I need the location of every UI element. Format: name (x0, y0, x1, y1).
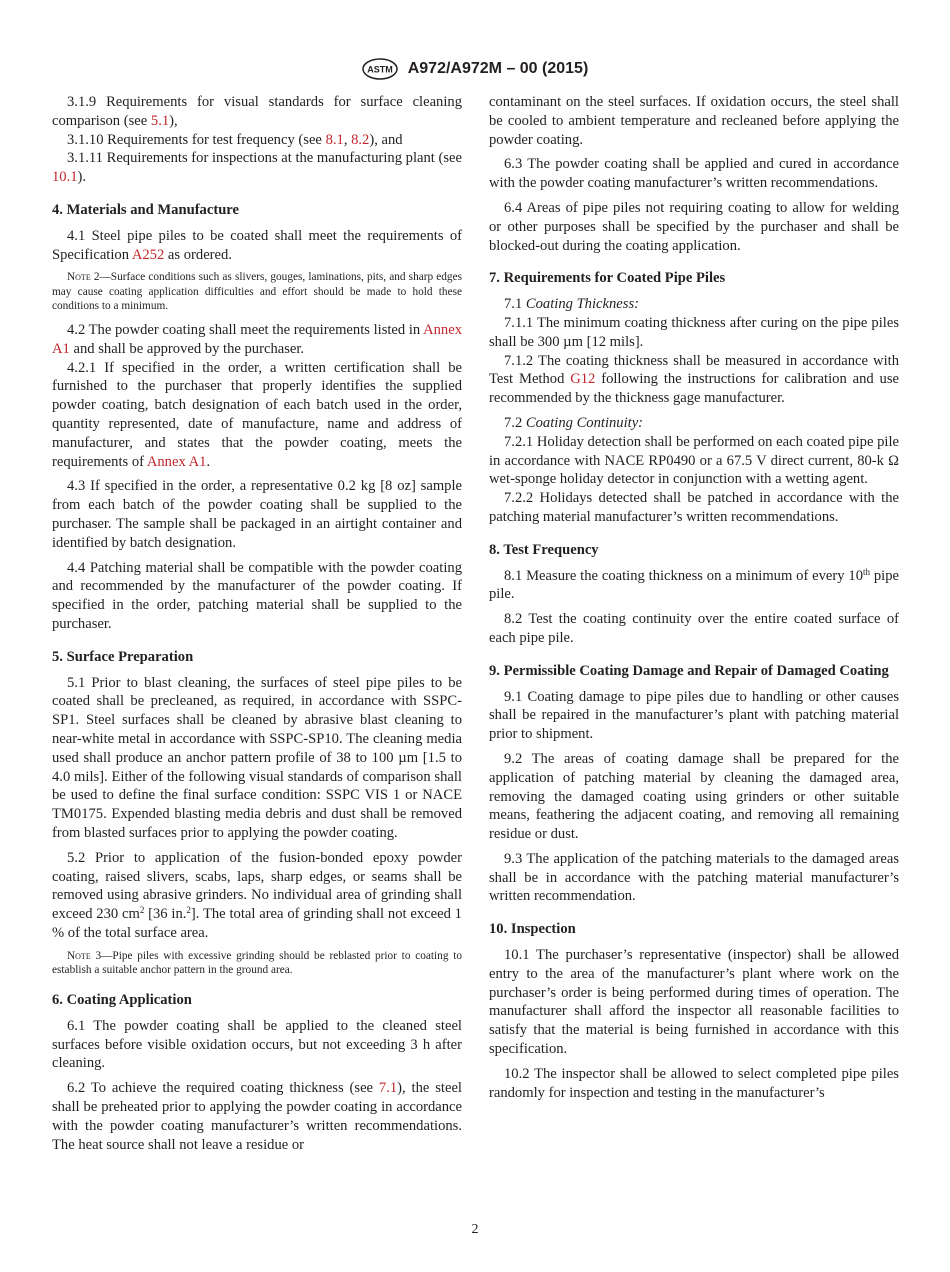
section-heading-8: 8. Test Frequency (489, 541, 599, 558)
paragraph-3-1-11: 3.1.11 Requirements for inspections at the manufacturing plant (see 10.1). (52, 150, 463, 186)
link-8-1[interactable]: 8.1 (325, 131, 344, 148)
paragraph-7-2: 7.2 Coating Continuity: (504, 414, 644, 431)
page-header (0, 58, 950, 80)
section-heading-5: 5. Surface Preparation (52, 648, 194, 665)
link-10-1[interactable]: 10.1 (52, 169, 78, 186)
paragraph-10-2: 10.2 The inspector shall be allowed to select completed pipe piles randomly for inspection and testing in the manufacturer’s (489, 1065, 899, 1101)
paragraph-9-1: 9.1 Coating damage to pipe piles due to handling or other causes shall be repaired in the manufacturer’s plant with patching material prior to shipment. (489, 688, 899, 743)
paragraph-6-2: 6.2 To achieve the required coating thickness (see 7.1), the steel shall be preheated prior to applying the powder coating in accordance with the powder coating manufacturer’s written recommendations. The heat source shall not leave a residue or (52, 1080, 462, 1153)
link-annex-a1[interactable]: Annex A1 (146, 453, 207, 470)
paragraph-9-3: 9.3 The application of the patching materials to the damaged areas shall be in accordance with the patching material manufacturer’s written recommendation. (489, 850, 899, 905)
paragraph-4-4: 4.4 Patching material shall be compatible with the powder coating and recommended by the manufacturer of the powder coating. If specified in the order, patching material shall be supplied to the purchaser. (52, 559, 462, 632)
link-g12[interactable]: G12 (570, 371, 596, 388)
paragraph-9-2: 9.2 The areas of coating damage shall be prepared for the application of patching material by cleaning the damaged area, removing the damaged coating using grinders or other suitable means, feathering the adjacent coating, and removing all remaining residue or dust. (489, 750, 899, 843)
astm-logo-icon (362, 58, 398, 80)
section-heading-9: 9. Permissible Coating Damage and Repair of Damaged Coating (489, 662, 889, 679)
note-2: Note 2—Surface conditions such as slivers, gouges, laminations, pits, and sharp edges may cause coating application difficulties and effort should be made to hold these conditions to a minimum. (52, 271, 462, 312)
paragraph-5-2: 5.2 Prior to application of the fusion-bonded epoxy powder coating, raised slivers, scabs, laps, sharp edges, or seams shall be removed using abrasive grinders. No individual area of grinding shall exceed 230 $cm^2$ [36 in.$^2$]. The total area of grinding shall not exceed 1 % of the total surface area. (52, 849, 462, 941)
section-heading-7: 7. Requirements for Coated Pipe Piles (489, 270, 726, 287)
paragraph-6-2-continued: contaminant on the steel surfaces. If oxidation occurs, the steel shall be cooled to ambient temperature and recleaned before applying the powder coating. (489, 94, 899, 148)
paragraph-7-2-2: 7.2.2 Holidays detected shall be patched in accordance with the patching material manufacturer’s written recommendations. (489, 490, 899, 525)
section-heading-6: 6. Coating Application (52, 992, 192, 1009)
link-a252[interactable]: A252 (131, 246, 165, 263)
paragraph-3-1-9: 3.1.9 Requirements for visual standards for surface cleaning comparison (see 5.1), (52, 94, 462, 129)
left-column (52, 93, 462, 1154)
note-3: Note 3—Pipe piles with excessive grinding should be reblasted prior to coating to establish a suitable anchor pattern in the ground area. (52, 949, 462, 976)
link-7-1[interactable]: 7.1 (378, 1080, 398, 1097)
paragraph-5-1: 5.1 Prior to blast cleaning, the surfaces of steel pipe piles to be coated shall be precleaned, as required, in accordance with SSPC-SP1. Steel surfaces shall be cleaned by abrasive blast cleaning to near-white metal in accordance with SSPC-SP10. The cleaning media used shall produce an anchor pattern profile of 38 to 100 µm [1.5 to 4.0 mils]. Either of the following visual standards of comparison shall be used to define the final surface condition: SSPC VIS 1 or NACE TM0175. Expended blasting media debris and dust shall be removed from blasted surfaces prior to applying the powder coating. (52, 674, 462, 841)
paragraph-4-3: 4.3 If specified in the order, a representative 0.2 kg [8 oz] sample from each batch of the powder coating shall be supplied to the purchaser. The sample shall be packaged in an airtight container and identified by batch designation. (52, 478, 462, 551)
paragraph-4-1: 4.1 Steel pipe piles to be coated shall meet the requirements of Specification A252 as ordered. (52, 227, 462, 263)
link-5-1[interactable]: 5.1 (150, 112, 170, 129)
paragraph-8-1: 8.1 Measure the coating thickness on a minimum of every 10th pipe pile. (489, 566, 900, 603)
paragraph-6-4: 6.4 Areas of pipe piles not requiring coating to allow for welding or other purposes shall be specified by the purchaser and shall be blocked-out during the coating application. (489, 199, 899, 254)
section-heading-4: 4. Materials and Manufacture (52, 201, 239, 218)
standard-designation: A972/A972M – 00 (2015) (407, 60, 589, 77)
paragraph-4-2-1: 4.2.1 If specified in the order, a written certification shall be furnished to the purchaser that properly identifies the supplied powder coating, batch designation of each batch used in the order, quantity represented, date of manufacture, name and address of manufacturer, and states that the powder coating, meets the requirements of Annex A1. (52, 359, 462, 470)
paragraph-4-2: 4.2 The powder coating shall meet the requirements listed in Annex A1 and shall be approved by the purchaser. (52, 321, 462, 357)
paragraph-7-1-2: 7.1.2 The coating thickness shall be measured in accordance with Test Method G12 following the instructions for calibration and use recommended by the thickness gage manufacturer. (489, 352, 899, 407)
paragraph-7-1: 7.1 Coating Thickness: (504, 296, 639, 313)
right-column (489, 93, 899, 1102)
paragraph-6-1: 6.1 The powder coating shall be applied to the cleaned steel surfaces before visible oxidation occurs, but not exceeding 3 h after cleaning. (52, 1017, 462, 1072)
link-8-2[interactable]: 8.2 (351, 131, 370, 148)
svg-text:ASTM: ASTM (366, 64, 393, 75)
paragraph-7-1-1: 7.1.1 The minimum coating thickness after curing on the pipe piles shall be 300 µm [12 mils]. (489, 314, 899, 350)
paragraph-10-1: 10.1 The purchaser’s representative (inspector) shall be allowed entry to the area of the manufacturer’s plant where work on the purchaser’s order is being performed during times of operation. The manufacturer shall afford the inspector all reasonable facilities to satisfy that the material is being furnished in accordance with this specification. (489, 947, 899, 1058)
page-number: 2 (471, 1222, 479, 1237)
paragraph-7-2-1: 7.2.1 Holiday detection shall be performed on each coated pipe pile in accordance with NACE RP0490 or a 67.5 V direct current, 80-k Ω wet-sponge holiday detector in conjunction with a wetting agent. (489, 433, 899, 488)
section-heading-10: 10. Inspection (489, 921, 576, 938)
paragraph-8-2: 8.2 Test the coating continuity over the entire coated surface of each pipe pile. (489, 611, 899, 646)
link-annex-a1[interactable]: Annex A1 (52, 321, 462, 357)
paragraph-6-3: 6.3 The powder coating shall be applied and cured in accordance with the powder coating manufacturer’s written recommendations. (489, 156, 899, 192)
paragraph-3-1-10: 3.1.10 Requirements for test frequency (see 8.1, 8.2), and (67, 131, 403, 148)
